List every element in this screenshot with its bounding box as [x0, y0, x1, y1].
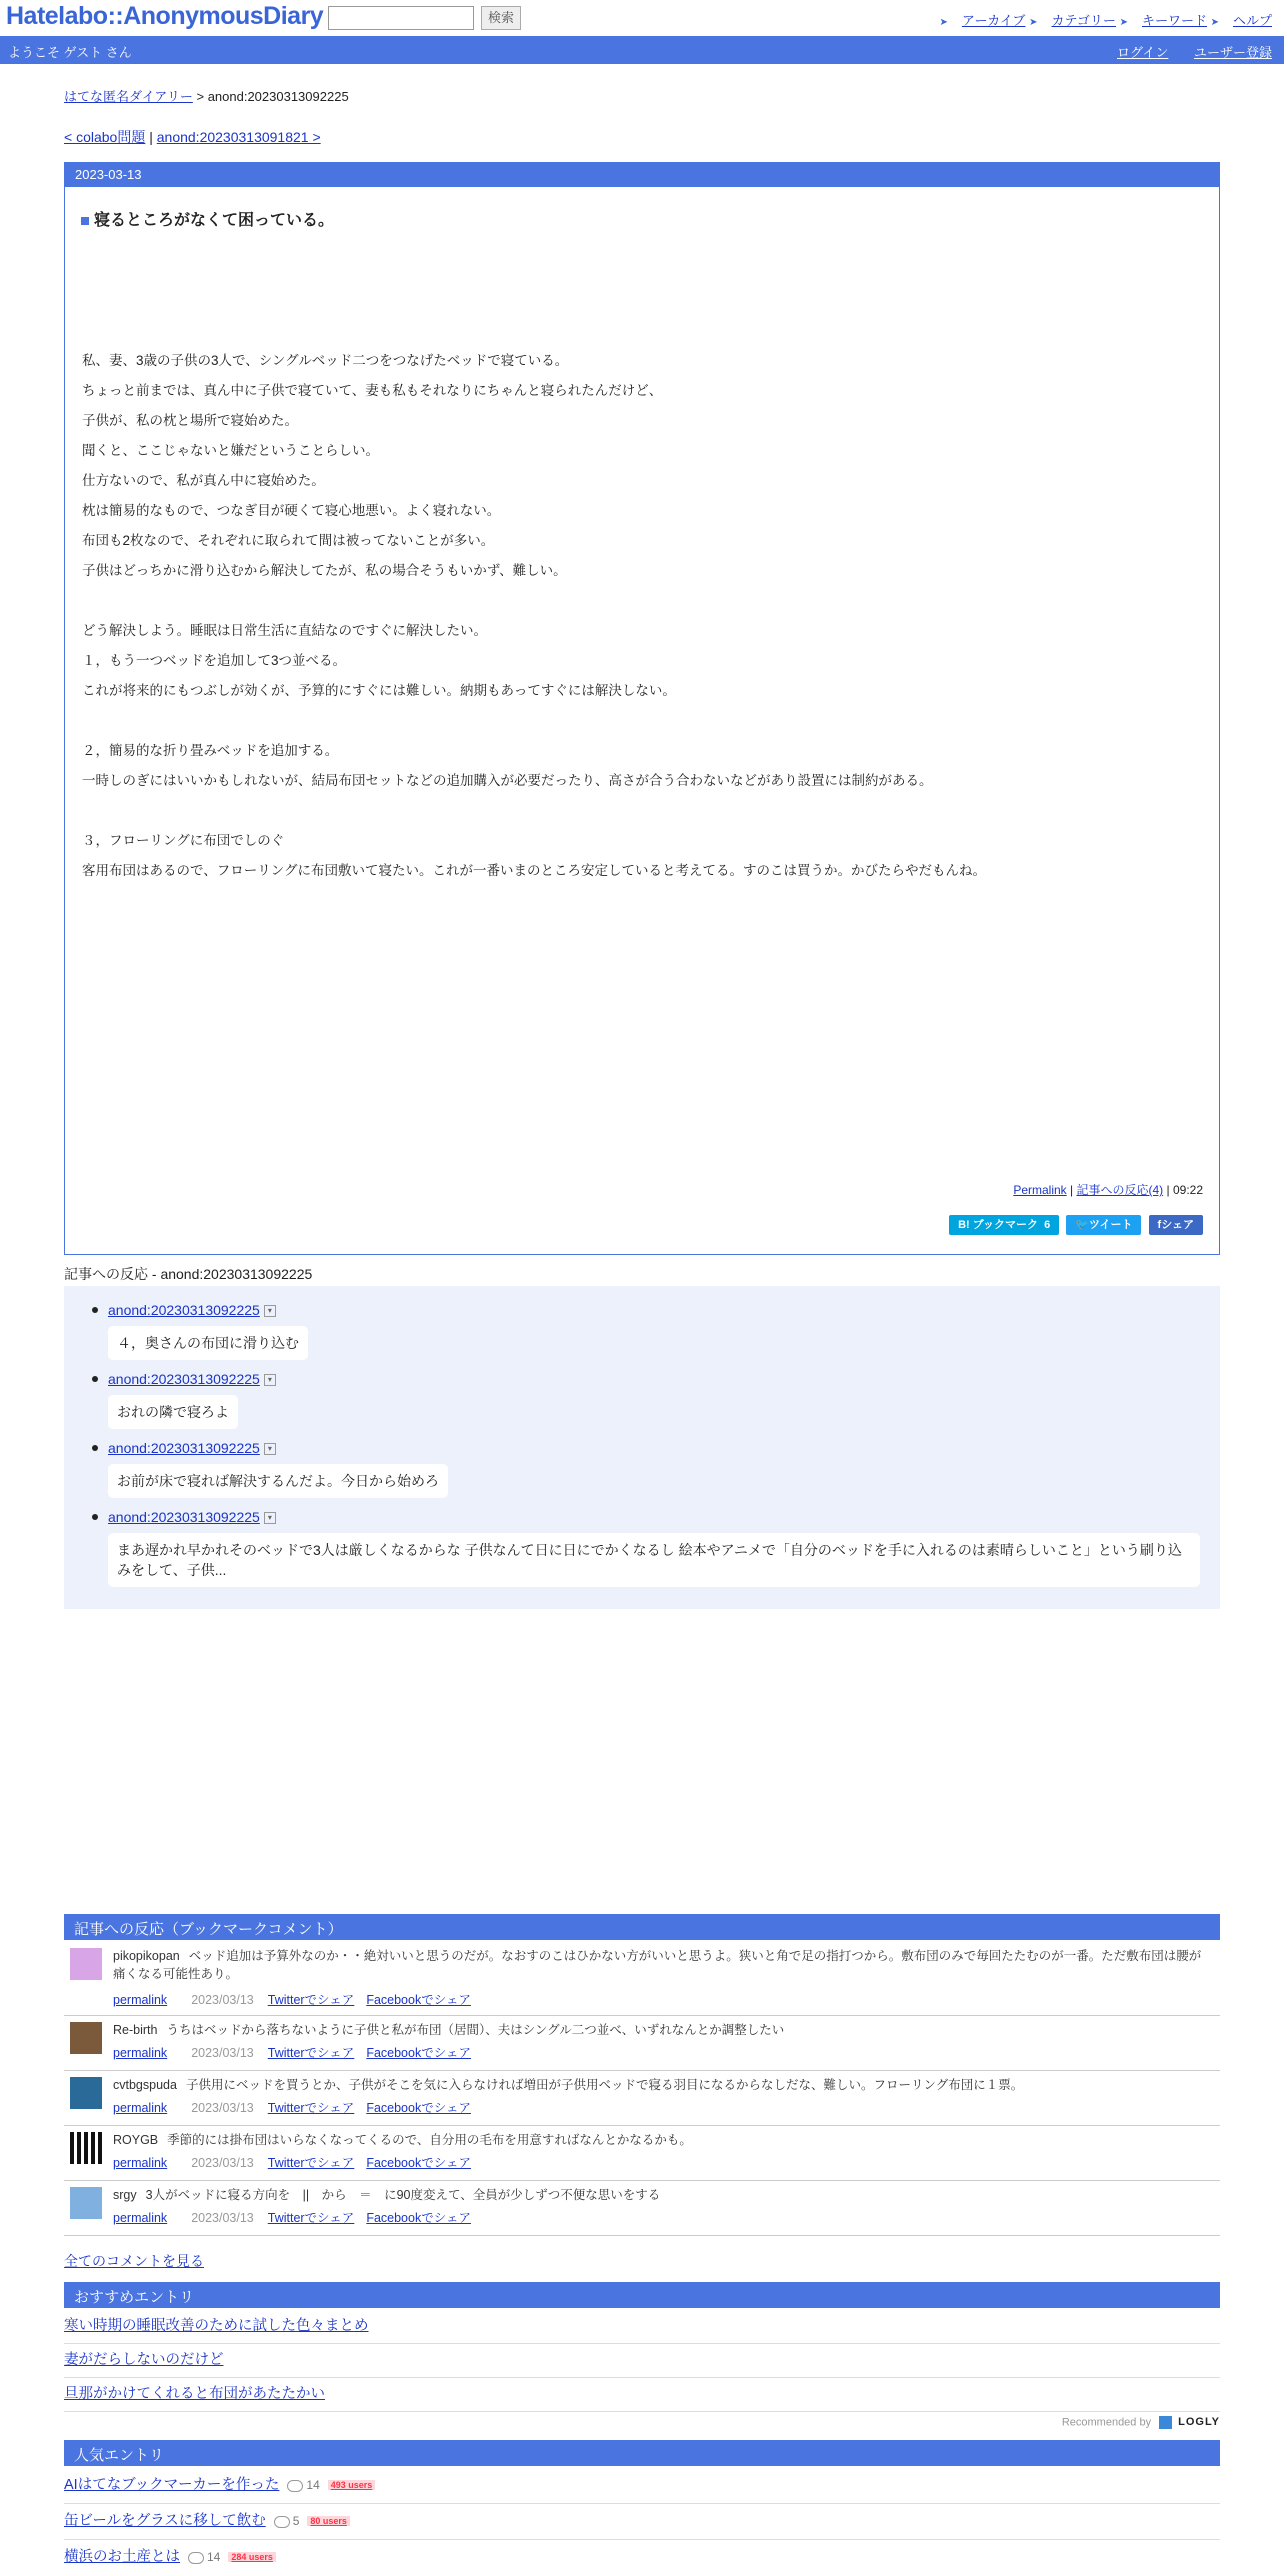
article-date: 2023-03-13	[65, 163, 1219, 187]
reaction-item	[108, 1302, 276, 1318]
comment-count	[274, 2514, 300, 2528]
bookmark-comment-text	[113, 2076, 1213, 2094]
body-line: １，もう一つベッドを追加して3つ並べる。	[82, 653, 347, 668]
body-line: 布団も2枚なので、それぞれに取られて間は被ってないことが多い。	[82, 533, 495, 548]
facebook-share-link[interactable]: Facebookでシェア	[366, 2046, 471, 2060]
chevron-down-icon[interactable]: ▾	[264, 1443, 276, 1455]
body-line: 仕方ないので、私が真ん中に寝始めた。	[82, 473, 325, 488]
facebook-share-label: シェア	[1161, 1219, 1194, 1231]
bookmark-comment	[64, 2181, 1220, 2236]
bookmark-date: 2023/03/13	[191, 2156, 254, 2170]
avatar[interactable]	[70, 2187, 102, 2219]
body-line: ちょっと前までは、真ん中に子供で寝ていて、妻も私もそれなりにちゃんと寝られたんだけど、	[82, 383, 663, 398]
twitter-share-link[interactable]: Twitterでシェア	[267, 2046, 355, 2060]
bookmark-comment	[64, 2016, 1220, 2071]
bookmark-comment-body: 季節的には掛布団はいらなくなってくるので、自分用の毛布を用意すればなんとかなるかも。	[167, 2133, 692, 2147]
comment-count-value: 14	[207, 2550, 221, 2564]
bookmark-comments-heading: 記事への反応（ブックマークコメント）	[64, 1914, 1220, 1940]
comment-count	[188, 2550, 220, 2564]
hatena-bookmark-label: B! ブックマーク	[958, 1219, 1039, 1231]
breadcrumb	[64, 86, 349, 105]
reaction-text: お前が床で寝れば解決するんだよ。今日から始めろ	[108, 1464, 448, 1498]
recommended-item	[64, 2378, 1220, 2412]
bookmark-comment-text	[113, 2021, 1213, 2039]
chevron-down-icon[interactable]: ▾	[264, 1374, 276, 1386]
facebook-share-link[interactable]: Facebookでシェア	[366, 2156, 471, 2170]
body-line: 枕は簡易的なもので、つなぎ目が硬くて寝心地悪い。よく寝れない。	[82, 503, 501, 518]
popular-link[interactable]: 缶ビールをグラスに移して飲む	[64, 2513, 266, 2529]
search-input[interactable]	[328, 6, 474, 30]
facebook-share-link[interactable]: Facebookでシェア	[366, 2101, 471, 2115]
bookmark-comment-text	[113, 2186, 1213, 2204]
arrow-icon: ➤	[1119, 17, 1128, 28]
body-line: 一時しのぎにはいいかもしれないが、結局布団セットなどの追加購入が必要だったり、高さが合う合わないなどがあり設置には制約がある。	[82, 773, 933, 788]
recommended-link[interactable]: 寒い時期の睡眠改善のために試した色々まとめ	[64, 2318, 369, 2334]
site-logo[interactable]: Hatelabo::AnonymousDiary	[6, 2, 324, 30]
chevron-down-icon[interactable]: ▾	[264, 1305, 276, 1317]
bookmark-permalink[interactable]: permalink	[113, 2156, 168, 2170]
arrow-icon: ➤	[939, 17, 948, 28]
body-line: どう解決しよう。睡眠は日常生活に直結なのですぐに解決したい。	[82, 623, 487, 638]
bookmark-comment	[64, 1942, 1220, 2016]
top-bar	[0, 0, 1284, 36]
article-title	[81, 207, 334, 230]
bookmark-user[interactable]: ROYGB	[113, 2133, 159, 2147]
bookmark-permalink[interactable]: permalink	[113, 1993, 168, 2007]
bookmark-date: 2023/03/13	[191, 2046, 254, 2060]
guest-bar	[0, 36, 1284, 64]
reaction-item	[108, 1509, 276, 1525]
bookmark-actions	[113, 2098, 483, 2116]
bird-icon: 🐦	[1075, 1219, 1090, 1231]
bookmark-comment-body: 3人がベッドに寝る方向を || から ＝ に90度変えて、全員が少しずつ不便な思いをする	[145, 2188, 661, 2202]
speech-bubble-icon	[188, 2552, 204, 2564]
reactions-link[interactable]: 記事への反応(4)	[1076, 1183, 1164, 1197]
speech-bubble-icon	[287, 2480, 303, 2492]
square-icon[interactable]	[81, 217, 89, 225]
meta-sep: |	[1166, 1183, 1170, 1197]
article-title-text: 寝るところがなくて困っている。	[94, 212, 335, 229]
popular-item	[64, 2504, 1220, 2540]
recommended-by	[1062, 2416, 1220, 2429]
bookmark-actions	[113, 1990, 483, 2008]
body-line: これが将来的にもつぶしが効くが、予算的にすぐには難しい。納期もあってすぐには解決しない。	[82, 683, 676, 698]
bookmark-actions	[113, 2208, 483, 2226]
reaction-item	[108, 1371, 276, 1387]
arrow-icon: ➤	[1029, 17, 1038, 28]
bookmark-user[interactable]: pikopikopan	[113, 1949, 180, 1963]
body-line: 子供が、私の枕と場所で寝始めた。	[82, 413, 298, 428]
bookmark-comment-body: ベッド追加は予算外なのか・・絶対いいと思うのだが。なおすのこはひかない方がいいと思うよ。狭いと角で足の指打つから。敷布団のみで毎回たたむのが一番。ただ敷布団は腰が痛くなる可能性あり。	[113, 1949, 1202, 1981]
recommended-item	[64, 2310, 1220, 2344]
permalink-link[interactable]: Permalink	[1013, 1183, 1067, 1197]
article	[64, 162, 1220, 1255]
bookmark-user[interactable]: Re-birth	[113, 2023, 158, 2037]
nav-keyword[interactable]: キーワード	[1141, 13, 1207, 28]
body-line: 聞くと、ここじゃないと嫌だということらしい。	[82, 443, 379, 458]
nav-category[interactable]: カテゴリー	[1051, 13, 1116, 28]
reaction-item	[108, 1440, 276, 1456]
comment-count-value: 5	[292, 2514, 300, 2528]
prev-next-nav	[64, 127, 321, 147]
speech-bubble-icon	[274, 2516, 290, 2528]
bullet-icon	[92, 1307, 98, 1313]
twitter-share-link[interactable]: Twitterでシェア	[267, 1993, 355, 2007]
bookmark-user[interactable]: srgy	[113, 2188, 137, 2202]
comment-count-value: 14	[306, 2478, 320, 2492]
bookmark-comment-body: 子供用にベッドを買うとか、子供がそこを気に入らなければ増田が子供用ベッドで寝る羽目になるからなしだな、難しい。フローリング布団に１票。	[185, 2078, 1024, 2092]
twitter-share-link[interactable]: Twitterでシェア	[267, 2211, 355, 2225]
bullet-icon	[92, 1376, 98, 1382]
bookmark-comment-body: うちはベッドから落ちないように子供と私が布団（居間）、夫はシングル二つ並べ、いずれなんとか調整したい	[166, 2023, 785, 2037]
avatar[interactable]	[70, 2022, 102, 2054]
bookmark-date: 2023/03/13	[191, 2211, 254, 2225]
avatar[interactable]	[70, 2077, 102, 2109]
register-link[interactable]: ユーザー登録	[1193, 45, 1272, 60]
bookmark-comment	[64, 2126, 1220, 2181]
recommended-heading: おすすめエントリ	[64, 2282, 1220, 2308]
recommended-link[interactable]: 妻がだらしないのだけど	[64, 2352, 224, 2368]
avatar[interactable]	[70, 1948, 102, 1980]
account-links	[1095, 42, 1272, 61]
reaction-link[interactable]: anond:20230313092225	[108, 1440, 260, 1456]
facebook-share-link[interactable]: Facebookでシェア	[366, 2211, 471, 2225]
body-line	[82, 801, 986, 831]
bookmark-comment-text	[113, 2131, 1213, 2149]
bookmark-permalink[interactable]: permalink	[113, 2101, 168, 2115]
twitter-share-link[interactable]: Twitterでシェア	[267, 2156, 355, 2170]
reaction-link[interactable]: anond:20230313092225	[108, 1302, 260, 1318]
reactions-heading: 記事への反応 - anond:20230313092225	[64, 1266, 313, 1282]
logly-logo[interactable]: LOGLY	[1178, 2416, 1220, 2429]
body-line: ３，フローリングに布団でしのぐ	[82, 833, 285, 848]
recommended-link[interactable]: 旦那がかけてくれると布団があたたかい	[64, 2386, 325, 2402]
nav-archive[interactable]: アーカイブ	[961, 13, 1026, 28]
hatena-bookmark-count: 6	[1044, 1219, 1051, 1231]
bookmark-permalink[interactable]: permalink	[113, 2211, 168, 2225]
breadcrumb-current: anond:20230313092225	[207, 89, 349, 104]
twitter-share-link[interactable]: Twitterでシェア	[267, 2101, 355, 2115]
popular-heading: 人気エントリ	[64, 2440, 1220, 2466]
reaction-link[interactable]: anond:20230313092225	[108, 1371, 260, 1387]
arrow-icon: ➤	[1210, 17, 1219, 28]
facebook-share-button[interactable]	[1149, 1215, 1203, 1235]
reactions-list	[64, 1286, 1220, 1609]
body-line: 子供はどっちかに滑り込むから解決してたが、私の場合そうもいかず、難しい。	[82, 563, 567, 578]
login-link[interactable]: ログイン	[1117, 45, 1169, 60]
hatena-bookmark-button[interactable]	[949, 1215, 1059, 1235]
popular-link[interactable]: 横浜のお土産とは	[64, 2549, 180, 2565]
top-nav	[939, 10, 1272, 29]
bookmark-users-badge[interactable]: 493 users	[328, 2480, 376, 2490]
article-meta	[1013, 1181, 1203, 1198]
prev-next-sep: |	[149, 129, 153, 145]
tweet-button[interactable]	[1066, 1215, 1141, 1235]
reaction-link[interactable]: anond:20230313092225	[108, 1509, 260, 1525]
article-body	[82, 351, 986, 891]
all-comments-link[interactable]: 全てのコメントを見る	[64, 2253, 204, 2269]
popular-item	[64, 2540, 1220, 2568]
prev-entry-link[interactable]: < colabo問題	[64, 129, 146, 145]
bookmark-comment-text	[113, 1947, 1213, 1983]
tweet-label: ツイート	[1089, 1219, 1133, 1231]
facebook-share-link[interactable]: Facebookでシェア	[366, 1993, 471, 2007]
popular-item	[64, 2468, 1220, 2504]
facebook-icon: f	[1157, 1219, 1162, 1231]
bookmark-actions	[113, 2153, 483, 2171]
body-line: 私、妻、3歳の子供の3人で、シングルベッド二つをつなげたベッドで寝ている。	[82, 353, 569, 368]
comment-count	[287, 2478, 319, 2492]
logly-logo-icon	[1159, 2416, 1172, 2429]
body-line	[82, 591, 986, 621]
share-buttons	[945, 1215, 1203, 1235]
meta-sep: |	[1070, 1183, 1074, 1197]
bullet-icon	[92, 1514, 98, 1520]
chevron-down-icon[interactable]: ▾	[264, 1512, 276, 1524]
reaction-text: おれの隣で寝ろよ	[108, 1395, 238, 1429]
nav-help[interactable]: ヘルプ	[1232, 13, 1272, 28]
welcome-text: ようこそ ゲスト さん	[8, 45, 132, 60]
post-time: 09:22	[1172, 1183, 1203, 1197]
body-line	[82, 711, 986, 741]
search-button[interactable]: 検索	[481, 6, 521, 30]
bookmark-date: 2023/03/13	[191, 1993, 254, 2007]
reaction-text: まあ遅かれ早かれそのベッドで3人は厳しくなるからな 子供なんて日に日にでかくなるし 絵本やアニメで「自分のベッドを手に入れるのは素晴らしいこと」という刷り込みをして、子供...	[108, 1533, 1200, 1587]
breadcrumb-sep: >	[196, 89, 205, 104]
next-entry-link[interactable]: anond:20230313091821 >	[156, 129, 321, 145]
recommended-item	[64, 2344, 1220, 2378]
bookmark-actions	[113, 2043, 483, 2061]
breadcrumb-root[interactable]: はてな匿名ダイアリー	[64, 89, 193, 104]
bookmark-date: 2023/03/13	[191, 2101, 254, 2115]
recommended-by-text: Recommended by	[1061, 2416, 1152, 2429]
bullet-icon	[92, 1445, 98, 1451]
avatar[interactable]	[70, 2132, 102, 2164]
body-line: ２，簡易的な折り畳みベッドを追加する。	[82, 743, 339, 758]
popular-link[interactable]: AIはてなブックマーカーを作った	[64, 2477, 280, 2493]
bookmark-users-badge[interactable]: 80 users	[307, 2516, 350, 2526]
bookmark-user[interactable]: cvtbgspuda	[113, 2078, 177, 2092]
body-line: 客用布団はあるので、フローリングに布団敷いて寝たい。これが一番いまのところ安定していると考えてる。すのこは買うか。かびたらやだもんね。	[82, 863, 986, 878]
bookmark-users-badge[interactable]: 284 users	[228, 2552, 276, 2562]
reaction-text: ４，奥さんの布団に滑り込む	[108, 1326, 308, 1360]
bookmark-permalink[interactable]: permalink	[113, 2046, 168, 2060]
bookmark-comment	[64, 2071, 1220, 2126]
